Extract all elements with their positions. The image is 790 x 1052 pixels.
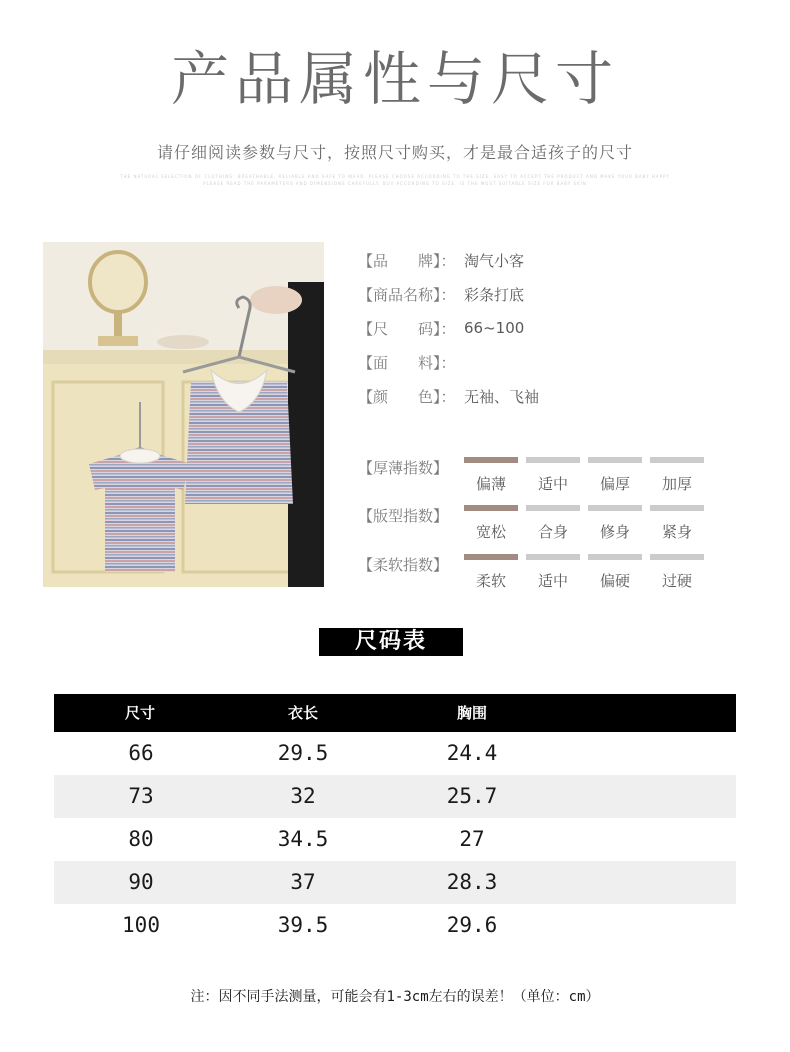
index-option: [464, 457, 518, 494]
fine-print-2: PLEASE READ THE PARAMETERS AND DIMENSIONS CAREFULLY. BUY ACCORDING TO SIZE. IS THE MOST SUITABLE SIZE FOR BABY SKIN: [203, 181, 587, 186]
table-cell: 39.5: [277, 913, 329, 937]
index-label: 【厚薄指数】: [358, 459, 449, 477]
table-cell: 29.6: [446, 913, 498, 937]
table-row: [54, 732, 736, 775]
table-cell: 28.3: [446, 870, 498, 894]
index-option-label: 适中: [537, 475, 568, 493]
attribute-row-name: [358, 277, 539, 311]
index-option-label: 宽松: [475, 523, 506, 541]
table-cell: 100: [122, 913, 160, 937]
index-bar: [588, 505, 642, 511]
index-option-label: 偏硬: [599, 572, 630, 590]
index-option-label: 偏厚: [599, 475, 630, 493]
column-header: 尺寸: [124, 704, 155, 722]
attribute-value: 66~100: [464, 319, 525, 337]
measurement-note: 注：因不同手法测量，可能会有1-3cm左右的误差！（单位：cm）: [190, 989, 600, 1005]
table-row: [54, 818, 736, 861]
table-cell: 66: [128, 741, 154, 765]
attribute-label: 【品 牌】：: [358, 251, 456, 270]
size-table: [54, 694, 736, 947]
attribute-value: 淘气小客: [464, 251, 525, 270]
attribute-row-color: [358, 379, 539, 413]
index-option: [650, 457, 704, 494]
table-cell: 32: [290, 784, 316, 808]
index-label: 【版型指数】: [358, 507, 449, 525]
table-row: [54, 904, 736, 947]
index-option: [464, 505, 518, 542]
product-photo: [43, 242, 324, 587]
page-subtitle: 请仔细阅读参数与尺寸，按照尺寸购买，才是最合适孩子的尺寸: [156, 143, 633, 162]
index-bar: [464, 457, 518, 463]
table-cell: 90: [128, 870, 154, 894]
table-cell: 37: [290, 870, 316, 894]
index-option: [588, 554, 642, 591]
attribute-value: 无袖、飞袖: [464, 387, 540, 406]
table-cell: 24.4: [446, 741, 498, 765]
index-bar: [650, 505, 704, 511]
table-cell: 34.5: [277, 827, 329, 851]
index-option-label: 过硬: [661, 572, 692, 590]
index-bar: [526, 457, 580, 463]
attribute-label: 【尺 码】：: [358, 319, 456, 338]
fine-print-1: THE NATURAL SELECTION OF CLOTHING: BREATHABLE, RELIABLE AND SAFE TO WEAR. PLEASE CHOOSE ACCORDING TO THE SIZE. EASY TO ACCEPT THE PRODUCT AND MAKE YOUR BABY HAPPY: [120, 174, 670, 179]
index-option: [650, 554, 704, 591]
index-option: [588, 505, 642, 542]
table-cell: 73: [128, 784, 154, 808]
attribute-value: 彩条打底: [464, 285, 525, 304]
column-header: 衣长: [287, 704, 318, 722]
index-bar: [526, 554, 580, 560]
index-option-label: 修身: [599, 523, 630, 541]
attribute-list: [358, 243, 539, 413]
attribute-row-size: [358, 311, 539, 345]
attribute-row-fabric: [358, 345, 539, 379]
index-bar: [526, 505, 580, 511]
table-cell: 80: [128, 827, 154, 851]
index-bar: [464, 505, 518, 511]
index-option: [588, 457, 642, 494]
index-option-label: 加厚: [661, 475, 692, 493]
table-row: [54, 775, 736, 818]
size-chart-title: 尺码表: [319, 628, 463, 656]
index-option: [526, 554, 580, 591]
index-label: 【柔软指数】: [358, 556, 449, 574]
page-title: 产品属性与尺寸: [170, 45, 619, 113]
attribute-label: 【商品名称】：: [358, 285, 456, 304]
attribute-row-brand: [358, 243, 539, 277]
index-option-label: 偏薄: [475, 475, 506, 493]
attribute-label: 【面 料】：: [358, 353, 456, 372]
index-option: [526, 457, 580, 494]
table-cell: 27: [459, 827, 485, 851]
index-option-label: 合身: [537, 523, 568, 541]
table-cell: 29.5: [277, 741, 329, 765]
index-bar: [464, 554, 518, 560]
index-bar: [650, 457, 704, 463]
index-option-label: 柔软: [475, 572, 506, 590]
index-bar: [650, 554, 704, 560]
index-option-label: 紧身: [661, 523, 692, 541]
index-option-label: 适中: [537, 572, 568, 590]
table-cell: 25.7: [446, 784, 498, 808]
table-header: [54, 694, 736, 732]
index-option: [650, 505, 704, 542]
index-option: [464, 554, 518, 591]
attribute-label: 【颜 色】：: [358, 387, 456, 406]
table-row: [54, 861, 736, 904]
column-header: 胸围: [456, 704, 487, 722]
index-bar: [588, 554, 642, 560]
index-bar: [588, 457, 642, 463]
index-option: [526, 505, 580, 542]
